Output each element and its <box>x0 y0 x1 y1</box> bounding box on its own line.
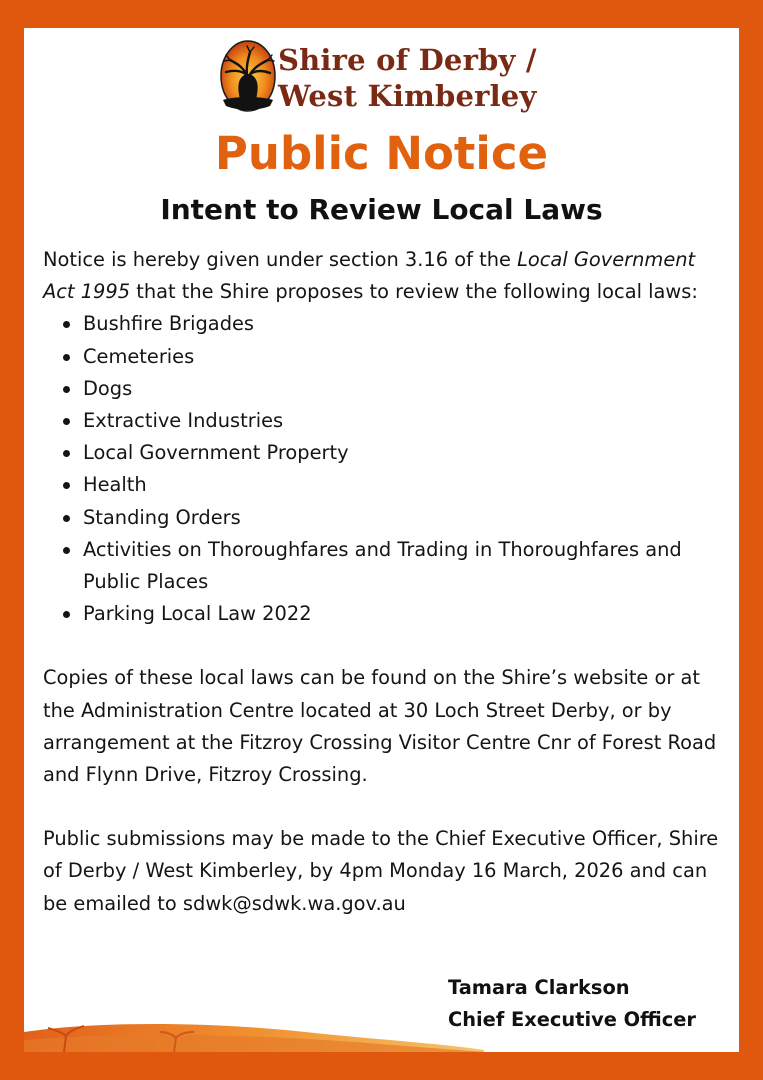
signature-block <box>448 972 696 1036</box>
intro-before: Notice is hereby given under section 3.16 of the <box>43 248 518 271</box>
list-item: Standing Orders <box>63 502 728 534</box>
copies-paragraph: Copies of these local laws can be found on the Shire’s website or at the Administration Centre located at 30 Loch Street Derby, or by arrangement at the Fitzroy Crossing Visitor Centre Cnr of Forest Road and Flynn Drive, Fitzroy Crossing. <box>43 666 717 787</box>
boab-tree-sunset-icon <box>220 40 276 112</box>
list-item: Parking Local Law 2022 <box>63 598 728 630</box>
list-item: Health <box>63 469 728 501</box>
list-item: Dogs <box>63 373 728 405</box>
list-item: Local Government Property <box>63 437 728 469</box>
shire-logo-wordmark <box>278 42 537 114</box>
notice-panel <box>24 28 739 1052</box>
notice-body <box>43 244 728 920</box>
list-item: Activities on Thoroughfares and Trading in Thoroughfares and Public Places <box>63 534 728 598</box>
logo-line-1: Shire of Derby / <box>278 43 537 77</box>
submissions-paragraph: Public submissions may be made to the Chief Executive Officer, Shire of Derby / West Kimberley, by 4pm Monday 16 March, 2026 and can be emailed to sdwk@sdwk.wa.gov.au <box>43 827 719 915</box>
page-title: Public Notice <box>214 127 549 180</box>
footer-landscape-art <box>24 992 484 1052</box>
list-item: Extractive Industries <box>63 405 728 437</box>
signatory-name: Tamara Clarkson <box>448 976 630 999</box>
list-item: Cemeteries <box>63 341 728 373</box>
intro-after: that the Shire proposes to review the following local laws: <box>130 280 698 304</box>
logo-line-2: West Kimberley <box>278 79 537 113</box>
local-laws-list <box>43 308 728 630</box>
list-item: Bushfire Brigades <box>63 308 728 340</box>
signatory-title: Chief Executive Officer <box>448 1008 696 1031</box>
intro-paragraph <box>43 244 728 308</box>
act-name: Local Government Act 1995 <box>43 248 696 304</box>
shire-logo <box>220 40 550 116</box>
page-subtitle: Intent to Review Local Laws <box>160 193 603 226</box>
